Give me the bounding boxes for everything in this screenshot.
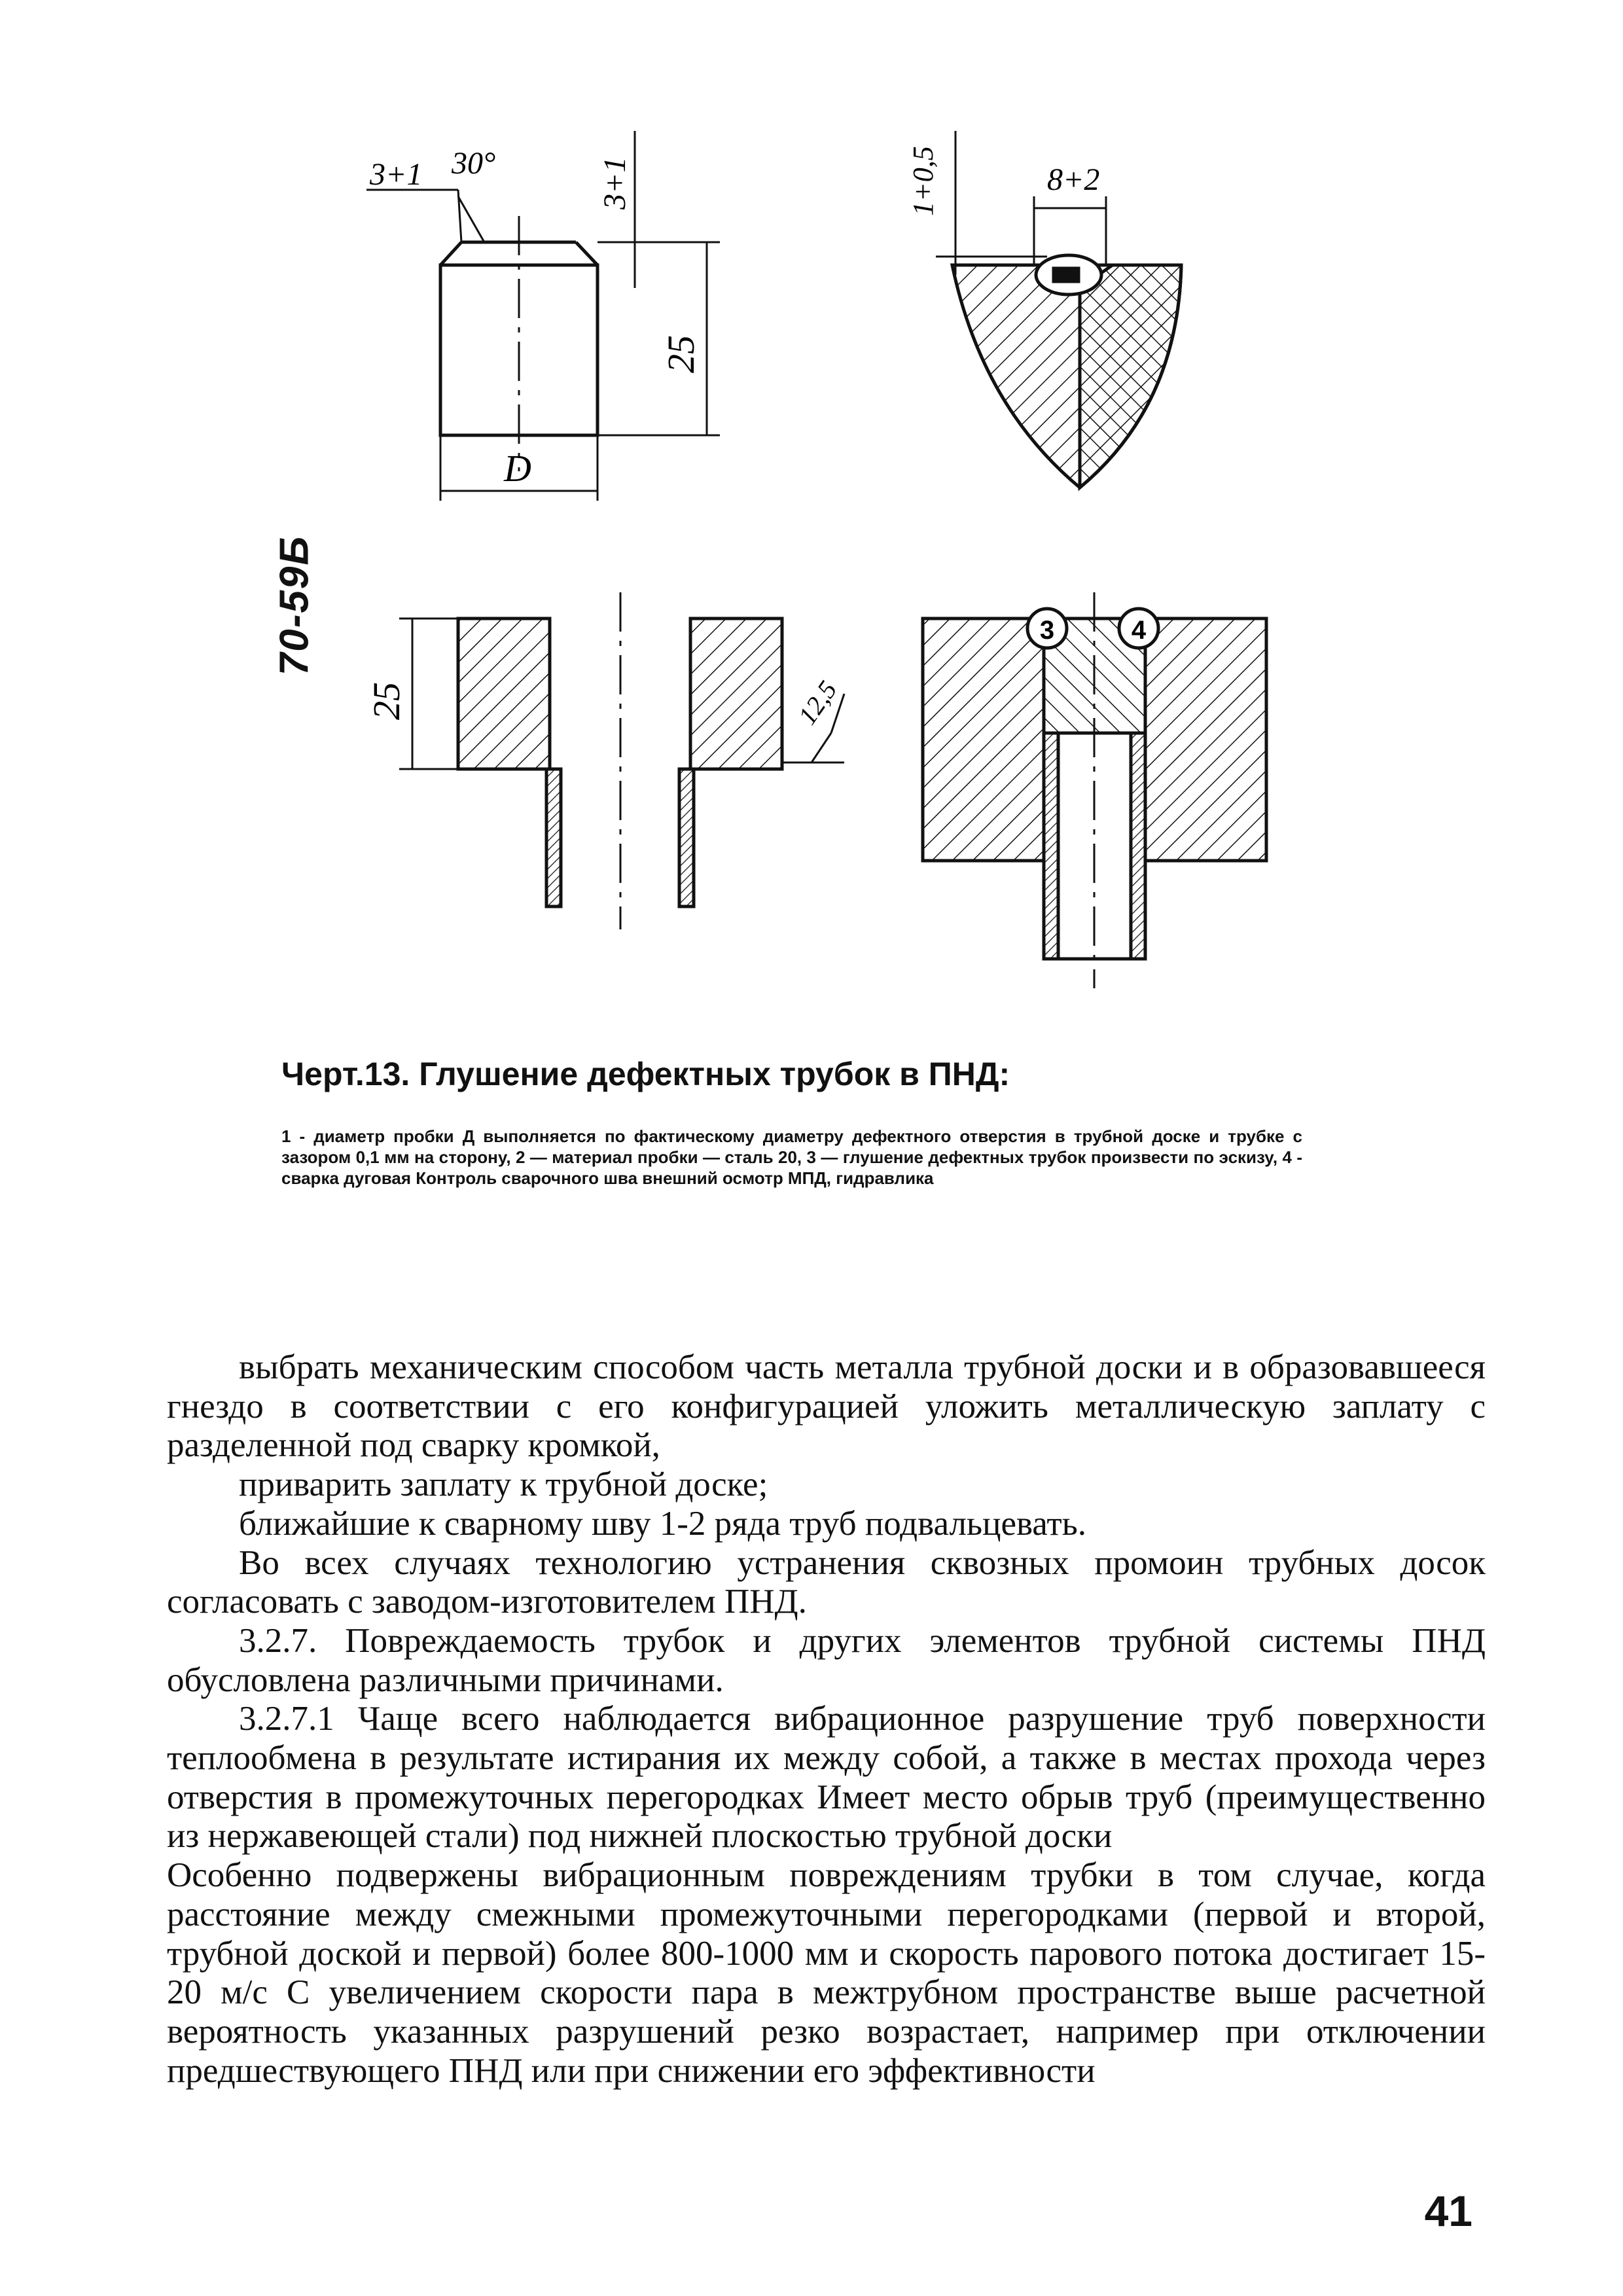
callout-4 xyxy=(1119,609,1158,648)
dim-height-top: 25 xyxy=(660,335,702,373)
paragraph: приварить заплату к трубной доске; xyxy=(239,1465,768,1504)
svg-text:4: 4 xyxy=(1131,616,1147,645)
paragraph: Во всех случаях технологию устранения сквозных промоин трубных досок согласовать с заводом-изготовителем ПНД. xyxy=(167,1543,1486,1621)
plugged-tube-section xyxy=(923,592,1266,988)
dim-weld-width: 8+2 xyxy=(1047,162,1100,197)
body-text xyxy=(167,1348,1486,2090)
svg-text:3: 3 xyxy=(1039,616,1055,645)
dim-height-bottom: 25 xyxy=(365,682,408,720)
tube-plate-section xyxy=(399,592,844,929)
figure-side-code: 70-59Б xyxy=(272,535,317,676)
figure-caption-note: 1 - диаметр пробки Д выполняется по фактическому диаметру дефектного отверстия в трубной доске и трубке с зазором 0,1 мм на сторону, 2 — материал пробки — сталь 20, 3 — глушение дефектных трубок произвести по эскизу, 4 - сварка дуговая Контроль сварочного шва внешний осмотр МПД, гидравлика xyxy=(281,1126,1302,1188)
figure-caption-title: Черт.13. Глушение дефектных трубок в ПНД: xyxy=(281,1056,1010,1092)
paragraph: 3.2.7. Повреждаемость трубок и других элементов трубной системы ПНД обусловлена различными причинами. xyxy=(167,1621,1486,1699)
dim-diameter: D xyxy=(504,447,531,490)
paragraph: 3.2.7.1 Чаще всего наблюдается вибрационное разрушение труб поверхности теплообмена в результате истирания их между собой, а также в местах прохода через отверстия в промежуточных перегородках Имеет место обрыв труб (преимущественно из нержавеющей стали) под нижней плоскостью трубной доски xyxy=(167,1700,1486,1856)
dim-weld-gap: 1+0,5 xyxy=(907,146,939,216)
callout-3 xyxy=(1027,609,1067,648)
page-number: 41 xyxy=(1424,2187,1472,2235)
dim-angle: 30° xyxy=(452,146,496,181)
dim-gap-height: 3+1 xyxy=(597,156,632,209)
technical-drawing xyxy=(0,0,1623,1021)
dim-gap-width: 3+1 xyxy=(370,157,423,192)
paragraph: ближайшие к сварному шву 1-2 ряда труб подвальцевать. xyxy=(239,1504,1087,1543)
paragraph: Особенно подвержены вибрационным повреждениям трубки в том случае, когда расстояние между смежными промежуточными перегородками (первой и второй, трубной доской и первой) более 800-1000 мм и скорость парового потока достигает 15-20 м/с С увеличением скорости пара в межтрубном пространстве выше расчетной вероятность указанных разрушений резко возрастает, например при отключении предшествующего ПНД или при снижении его эффективности xyxy=(167,1856,1486,2090)
dim-roughness: 12,5 xyxy=(792,675,843,730)
paragraph: выбрать механическим способом часть металла трубной доски и в образовавшееся гнездо в соответствии с его конфигурацией уложить металлическую заплату с разделенной под сварку кромкой, xyxy=(167,1348,1486,1465)
